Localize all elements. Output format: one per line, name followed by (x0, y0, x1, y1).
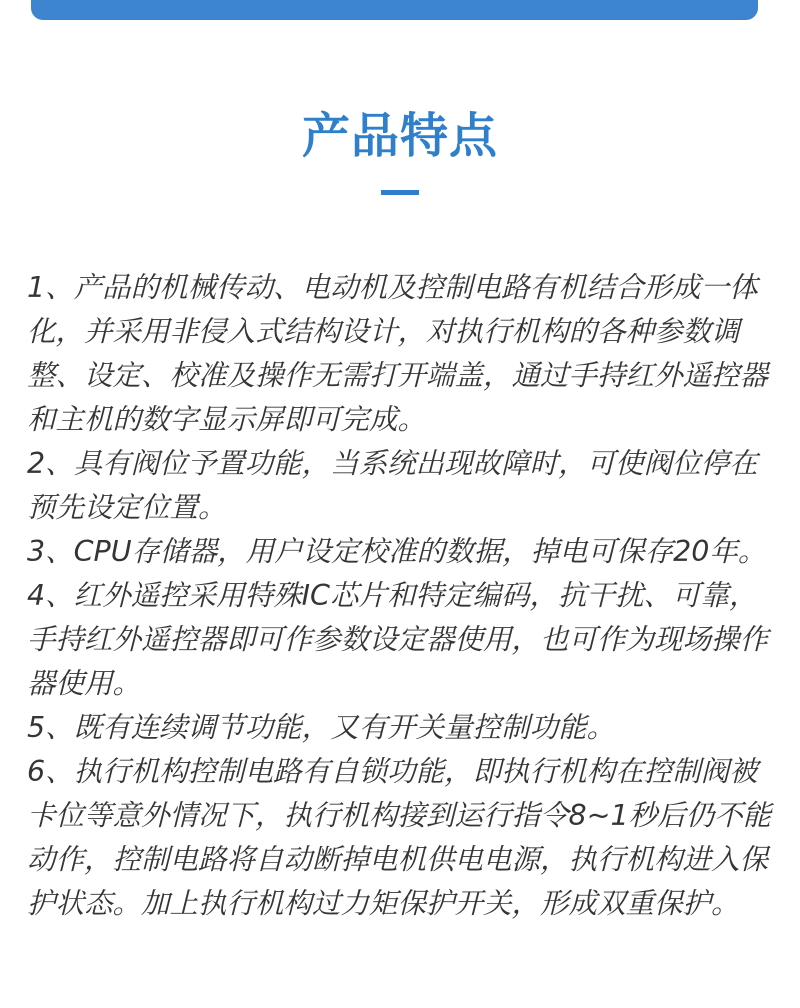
section-title: 产品特点 (301, 108, 498, 164)
feature-item-4: 4、红外遥控采用特殊IC芯片和特定编码，抗干扰、可靠，手持红外遥控器即可作参数设定器使用，也可作为现场操作器使用。 (27, 579, 769, 700)
feature-item-3: 3、CPU存储器，用户设定校准的数据，掉电可保存20年。 (27, 535, 767, 568)
feature-item-1: 1、产品的机械传动、电动机及控制电路有机结合形成一体化，并采用非侵入式结构设计，对执行机构的各种参数调整、设定、校准及操作无需打开端盖，通过手持红外遥控器和主机的数字显示屏即可完成。 (27, 271, 769, 436)
feature-item-6: 6、执行机构控制电路有自锁功能，即执行机构在控制阀被卡位等意外情况下，执行机构接到运行指令8~1秒后仍不能动作，控制电路将自动断掉电机供电电源，执行机构进入保护状态。加上执行机构过力矩保护开关，形成双重保护。 (27, 755, 772, 920)
feature-item-2: 2、具有阀位予置功能，当系统出现故障时，可使阀位停在预先设定位置。 (27, 447, 758, 524)
feature-list (27, 266, 772, 926)
top-banner-bar (31, 0, 758, 20)
title-underline (381, 190, 419, 195)
feature-item-5: 5、既有连续调节功能，又有开关量控制功能。 (27, 711, 616, 744)
